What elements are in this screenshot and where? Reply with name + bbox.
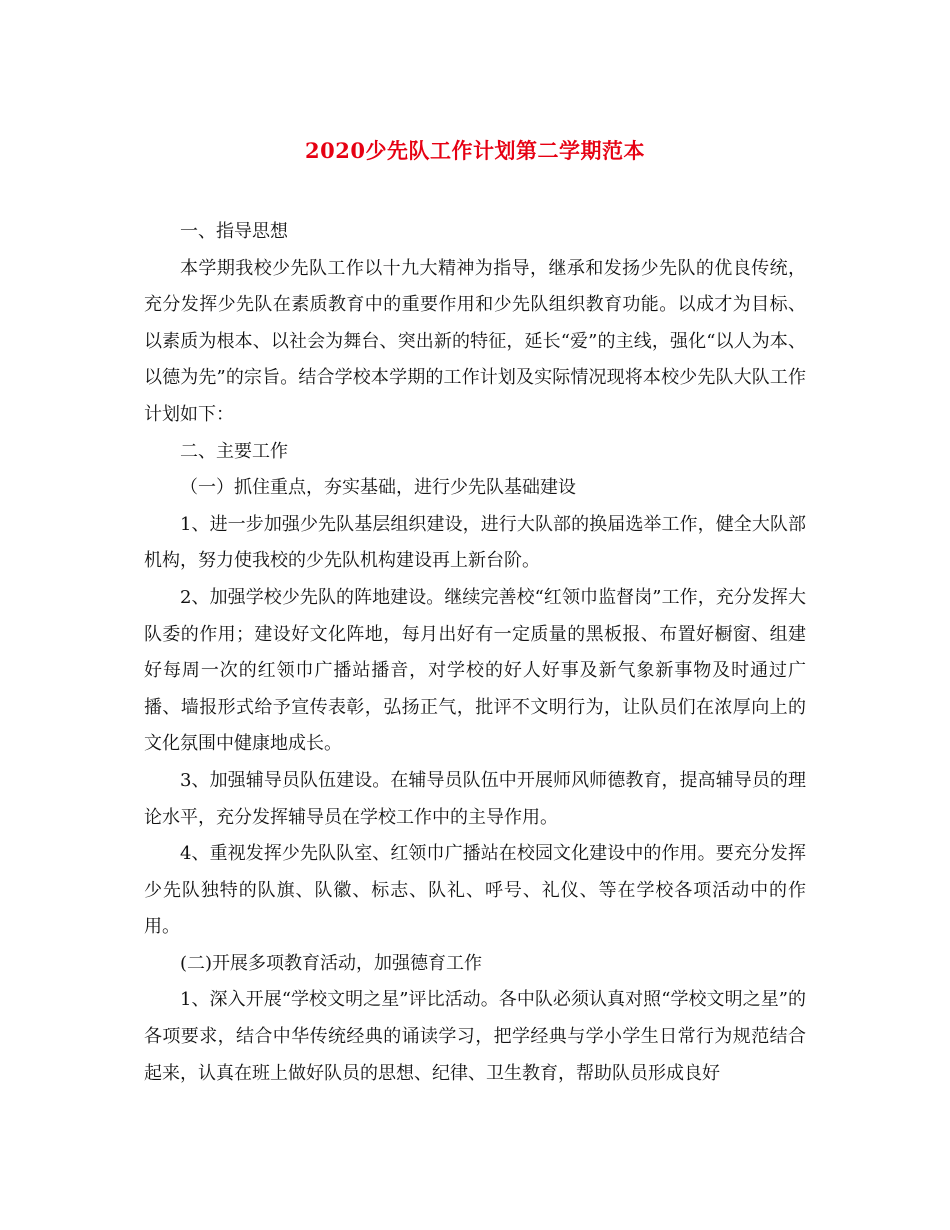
paragraph-item-1-1: 1、进一步加强少先队基层组织建设，进行大队部的换届选举工作，健全大队部机构，努力使我校的少先队机构建设再上新台阶。 — [144, 513, 806, 572]
paragraph-guiding-ideology: 本学期我校少先队工作以十九大精神为指导，继承和发扬少先队的优良传统，充分发挥少先队在素质教育中的重要作用和少先队组织教育功能。以成才为目标、以素质为根本、以社会为舞台、突出新的特征，延长“爱”的主线，强化“以人为本、以德为先”的宗旨。结合学校本学期的工作计划及实际情况现将本校少先队大队工作计划如下： — [144, 257, 806, 425]
paragraph-item-1-3: 3、加强辅导员队伍建设。在辅导员队伍中开展师风师德教育，提高辅导员的理论水平，充分发挥辅导员在学校工作中的主导作用。 — [144, 769, 806, 828]
paragraph-item-2-1: 1、深入开展“学校文明之星”评比活动。各中队必须认真对照“学校文明之星”的各项要求，结合中华传统经典的诵读学习，把学经典与学小学生日常行为规范结合起来，认真在班上做好队员的思想、纪律、卫生教育，帮助队员形成良好 — [144, 989, 806, 1084]
document-title: 2020少先队工作计划第二学期范本 — [305, 138, 645, 163]
subsection-heading-2: (二)开展多项教育活动，加强德育工作 — [180, 952, 483, 974]
subsection-heading-1: （一）抓住重点，夯实基础，进行少先队基础建设 — [180, 477, 576, 499]
paragraph-item-1-2: 2、加强学校少先队的阵地建设。继续完善校“红领巾监督岗”工作，充分发挥大队委的作用；建设好文化阵地，每月出好有一定质量的黑板报、布置好橱窗、组建好每周一次的红领巾广播站播音，对学校的好人好事及新气象新事物及时通过广播、墙报形式给予宣传表彰，弘扬正气，批评不文明行为，让队员们在浓厚向上的文化氛围中健康地成长。 — [144, 586, 806, 755]
document-body — [144, 214, 806, 1092]
section-heading-guiding-ideology: 一、指导思想 — [180, 221, 288, 242]
paragraph-item-1-4: 4、重视发挥少先队队室、红领巾广播站在校园文化建设中的作用。要充分发挥少先队独特的队旗、队徽、标志、队礼、呼号、礼仪、等在学校各项活动中的作用。 — [144, 843, 806, 938]
section-heading-main-work: 二、主要工作 — [180, 440, 288, 462]
